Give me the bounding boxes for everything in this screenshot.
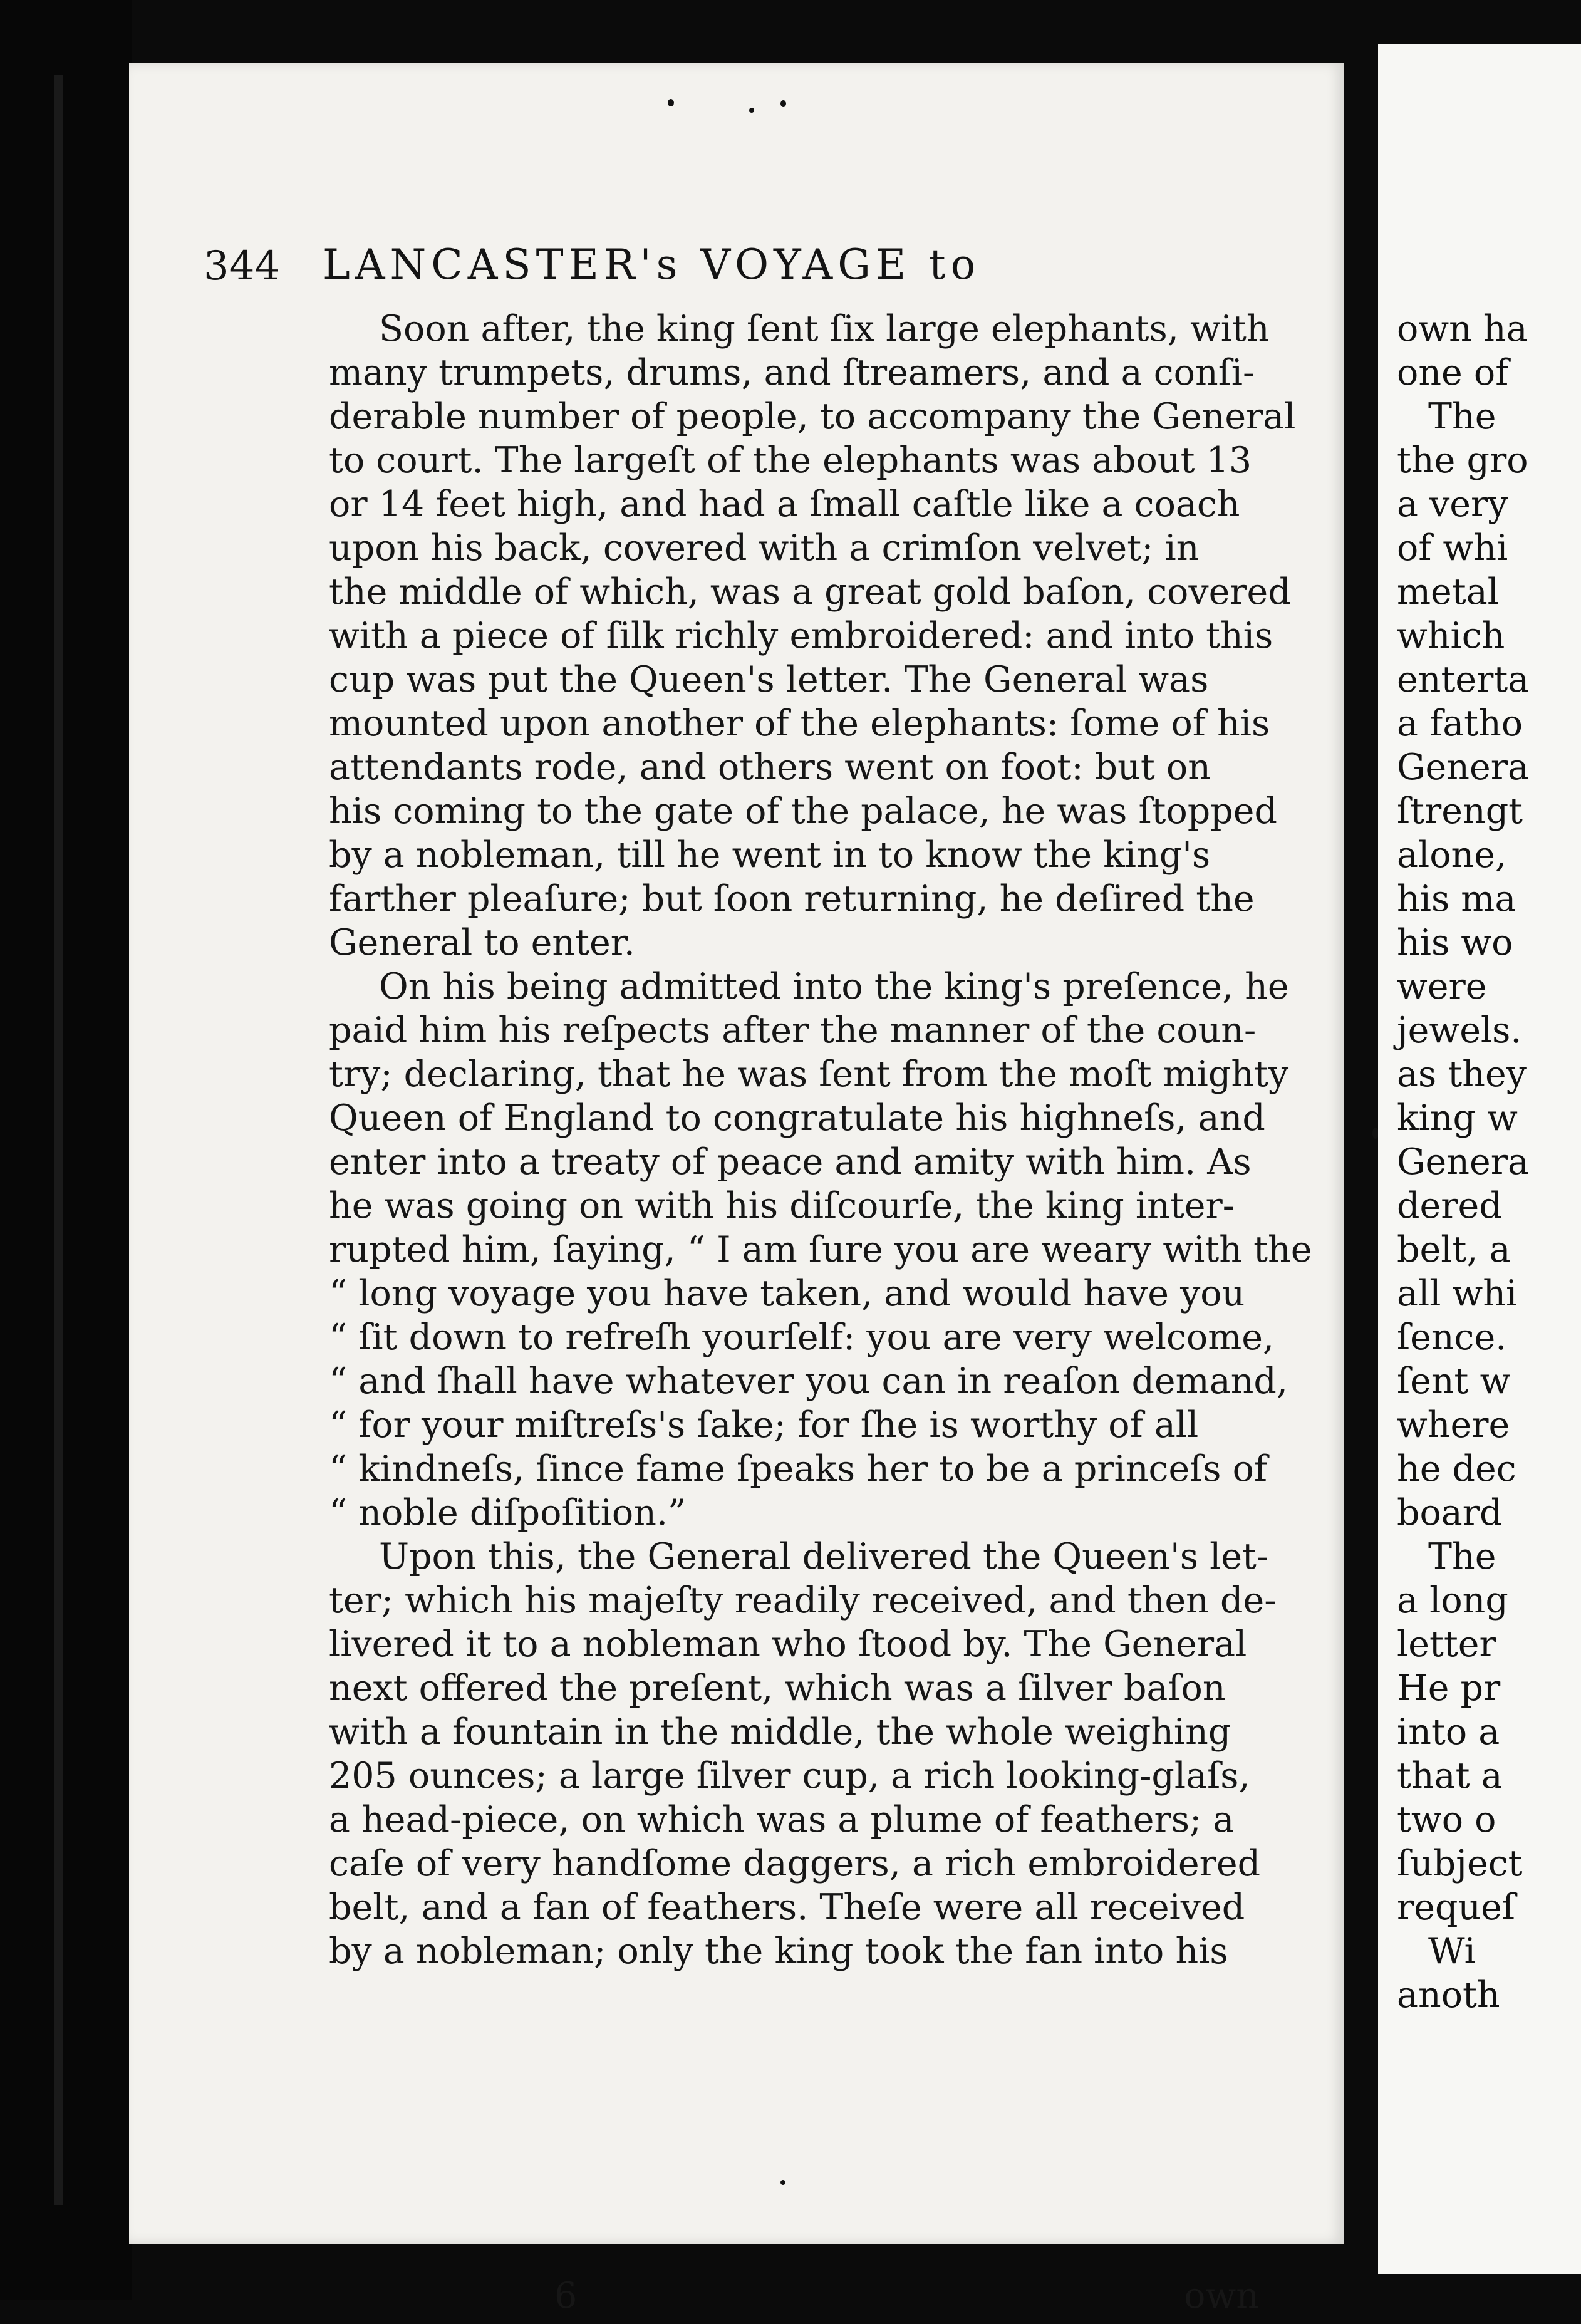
text-line: “ kindneſs, ſince fame ſpeaks her to be a princeſs of bbox=[329, 1448, 1268, 1490]
facing-text-line: his wo bbox=[1397, 922, 1513, 963]
facing-text-line: into a bbox=[1397, 1711, 1500, 1753]
facing-text-line: two o bbox=[1397, 1799, 1496, 1840]
facing-text-line: anoth bbox=[1397, 1974, 1500, 2016]
text-line: his coming to the gate of the palace, he was ſtopped bbox=[329, 791, 1277, 832]
catchword: own bbox=[1184, 2275, 1259, 2316]
facing-text-line: he dec bbox=[1397, 1448, 1516, 1490]
facing-page bbox=[1378, 44, 1581, 2274]
ink-speck bbox=[668, 99, 674, 106]
facing-text-line: requeſ bbox=[1397, 1887, 1516, 1928]
text-line: Soon after, the king ſent ſix large elephants, with bbox=[379, 308, 1270, 350]
facing-text-line: one of bbox=[1397, 352, 1509, 393]
text-line: cup was put the Queen's letter. The General was bbox=[329, 659, 1209, 700]
facing-text-line: He pr bbox=[1397, 1668, 1501, 1709]
text-line: mounted upon another of the elephants: ſome of his bbox=[329, 703, 1270, 744]
text-line: ter; which his majeſty readily received, and then de- bbox=[329, 1580, 1277, 1621]
ink-speck bbox=[780, 2180, 785, 2185]
facing-text-line: letter bbox=[1397, 1624, 1496, 1665]
facing-text-line: of whi bbox=[1397, 527, 1508, 569]
text-line: with a fountain in the middle, the whole weighing bbox=[329, 1711, 1231, 1753]
running-head: LANCASTER's VOYAGE to bbox=[323, 241, 981, 289]
text-line: by a nobleman, till he went in to know the king's bbox=[329, 834, 1211, 876]
facing-text-line: which bbox=[1397, 615, 1505, 656]
facing-text-line: jewels. bbox=[1397, 1010, 1522, 1051]
text-line: 205 ounces; a large ſilver cup, a rich looking-glaſs, bbox=[329, 1755, 1250, 1797]
facing-text-line: his ma bbox=[1397, 878, 1516, 920]
text-line: many trumpets, drums, and ſtreamers, and a conſi- bbox=[329, 352, 1255, 393]
facing-text-line: Wi bbox=[1428, 1931, 1476, 1972]
facing-text-line: where bbox=[1397, 1404, 1510, 1446]
text-line: with a piece of ſilk richly embroidered: and into this bbox=[329, 615, 1273, 656]
facing-text-line: ſtrengt bbox=[1397, 791, 1523, 832]
text-line: next offered the preſent, which was a ſilver baſon bbox=[329, 1668, 1226, 1709]
text-line: paid him his reſpects after the manner of the coun- bbox=[329, 1010, 1257, 1051]
facing-text-line: king w bbox=[1397, 1097, 1518, 1139]
signature-mark: 6 bbox=[554, 2275, 578, 2316]
facing-text-line: own ha bbox=[1397, 308, 1528, 350]
text-line: enter into a treaty of peace and amity with him. As bbox=[329, 1141, 1252, 1183]
facing-text-line: as they bbox=[1397, 1054, 1527, 1095]
facing-text-line: The bbox=[1428, 396, 1496, 437]
book-gutter-left bbox=[0, 0, 132, 2300]
facing-text-line: dered bbox=[1397, 1185, 1502, 1227]
facing-text-line: belt, a bbox=[1397, 1229, 1511, 1270]
text-line: “ noble diſpoſition.” bbox=[329, 1492, 687, 1533]
text-line: caſe of very handſome daggers, a rich embroidered bbox=[329, 1843, 1261, 1884]
facing-text-line: The bbox=[1428, 1536, 1496, 1577]
text-line: upon his back, covered with a crimſon velvet; in bbox=[329, 527, 1200, 569]
page-footer bbox=[329, 2274, 1259, 2324]
binding-shadow bbox=[54, 75, 63, 2205]
text-line: belt, and a fan of feathers. Theſe were all received bbox=[329, 1887, 1245, 1928]
facing-text-line: board bbox=[1397, 1492, 1503, 1533]
facing-text-line: ſent w bbox=[1397, 1361, 1511, 1402]
text-line: derable number of people, to accompany the General bbox=[329, 396, 1296, 437]
text-line: “ long voyage you have taken, and would have you bbox=[329, 1273, 1245, 1314]
text-line: “ ſit down to refreſh yourſelf: you are very welcome, bbox=[329, 1317, 1275, 1358]
text-line: livered it to a nobleman who ſtood by. The General bbox=[329, 1624, 1247, 1665]
facing-text-line: were bbox=[1397, 966, 1487, 1007]
text-line: “ for your miſtreſs's ſake; for ſhe is worthy of all bbox=[329, 1404, 1199, 1446]
facing-text-line: alone, bbox=[1397, 834, 1507, 876]
text-line: the middle of which, was a great gold baſon, covered bbox=[329, 571, 1291, 613]
facing-text-line: metal bbox=[1397, 571, 1499, 613]
facing-text-line: ſubject bbox=[1397, 1843, 1523, 1884]
text-line: or 14 feet high, and had a ſmall caſtle like a coach bbox=[329, 484, 1240, 525]
text-line: rupted him, ſaying, “ I am ſure you are weary with the bbox=[329, 1229, 1312, 1270]
text-line: farther pleaſure; but ſoon returning, he deſired the bbox=[329, 878, 1255, 920]
facing-text-line: all whi bbox=[1397, 1273, 1518, 1314]
text-line: Upon this, the General delivered the Queen's let- bbox=[379, 1536, 1269, 1577]
ink-speck bbox=[749, 108, 754, 113]
text-line: a head-piece, on which was a plume of feathers; a bbox=[329, 1799, 1235, 1840]
text-line: General to enter. bbox=[329, 922, 635, 963]
page-number: 344 bbox=[204, 243, 281, 289]
text-line: try; declaring, that he was ſent from the moſt mighty bbox=[329, 1054, 1289, 1095]
facing-text-line: ſence. bbox=[1397, 1317, 1507, 1358]
text-line: On his being admitted into the king's preſence, he bbox=[379, 966, 1289, 1007]
text-line: to court. The largeſt of the elephants was about 13 bbox=[329, 440, 1252, 481]
page-header bbox=[204, 232, 1268, 301]
ink-speck bbox=[780, 100, 786, 107]
facing-text-line: the gro bbox=[1397, 440, 1528, 481]
facing-text-line: Genera bbox=[1397, 1141, 1529, 1183]
facing-text-line: a long bbox=[1397, 1580, 1508, 1621]
facing-text-line: a very bbox=[1397, 484, 1508, 525]
facing-text-line: a fatho bbox=[1397, 703, 1523, 744]
text-line: he was going on with his diſcourſe, the king inter- bbox=[329, 1185, 1235, 1227]
text-line: by a nobleman; only the king took the fan into his bbox=[329, 1931, 1228, 1972]
text-line: Queen of England to congratulate his highneſs, and bbox=[329, 1097, 1265, 1139]
facing-text-line: enterta bbox=[1397, 659, 1530, 700]
facing-text-line: that a bbox=[1397, 1755, 1503, 1797]
text-line: “ and ſhall have whatever you can in reaſon demand, bbox=[329, 1361, 1288, 1402]
facing-text-line: Genera bbox=[1397, 747, 1529, 788]
text-line: attendants rode, and others went on foot: but on bbox=[329, 747, 1211, 788]
